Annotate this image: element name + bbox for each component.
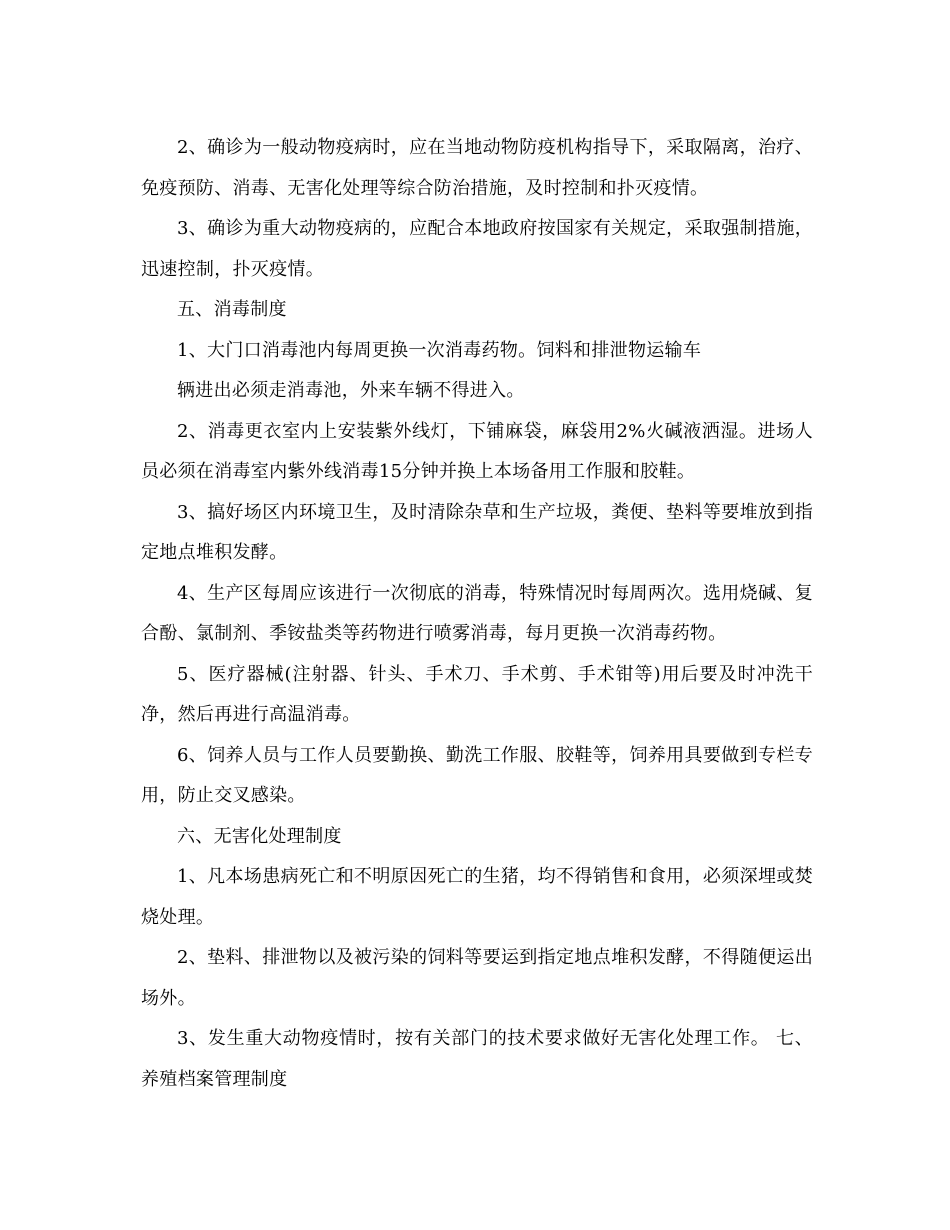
paragraph-disinfection-3: 3、搞好场区内环境卫生，及时清除杂草和生产垃圾，粪便、垫料等要堆放到指定地点堆积发酵。 <box>141 501 813 563</box>
paragraph-diagnosis-general: 2、确诊为一般动物疫病时，应在当地动物防疫机构指导下，采取隔离，治疗、免疫预防、消毒、无害化处理等综合防治措施，及时控制和扑灭疫情。 <box>141 137 813 199</box>
paragraph-disinfection-1: 1、大门口消毒池内每周更换一次消毒药物。饲料和排泄物运输车 <box>177 339 702 361</box>
paragraph-harmless-2: 2、垫料、排泄物以及被污染的饲料等要运到指定地点堆积发酵，不得随便运出场外。 <box>141 947 813 1009</box>
paragraph-disinfection-2: 2、消毒更衣室内上安装紫外线灯，下铺麻袋，麻袋用2%火碱液洒湿。进场人员必须在消毒室内紫外线消毒15分钟并换上本场备用工作服和胶鞋。 <box>141 420 813 482</box>
paragraph-disinfection-6: 6、饲养人员与工作人员要勤换、勤洗工作服、胶鞋等，饲养用具要做到专栏专用，防止交叉感染。 <box>141 744 813 806</box>
paragraph-harmless-3: 3、发生重大动物疫情时，按有关部门的技术要求做好无害化处理工作。 七、养殖档案管理制度 <box>141 1028 813 1090</box>
paragraph-harmless-1: 1、凡本场患病死亡和不明原因死亡的生猪，均不得销售和食用，必须深埋或焚烧处理。 <box>141 866 813 928</box>
section-heading-disinfection: 五、消毒制度 <box>177 299 287 320</box>
section-heading-harmless-treatment: 六、无害化处理制度 <box>177 825 342 847</box>
paragraph-diagnosis-major: 3、确诊为重大动物疫病的，应配合本地政府按国家有关规定，采取强制措施，迅速控制，扑灭疫情。 <box>141 218 813 280</box>
paragraph-disinfection-5: 5、医疗器械(注射器、针头、手术刀、手术剪、手术钳等)用后要及时冲洗干净，然后再进行高温消毒。 <box>141 663 813 725</box>
document-body <box>141 128 813 1100</box>
paragraph-disinfection-4: 4、生产区每周应该进行一次彻底的消毒，特殊情况时每周两次。选用烧碱、复合酚、氯制剂、季铵盐类等药物进行喷雾消毒，每月更换一次消毒药物。 <box>141 582 813 644</box>
paragraph-disinfection-1-continued: 辆进出必须走消毒池，外来车辆不得进入。 <box>177 380 525 401</box>
